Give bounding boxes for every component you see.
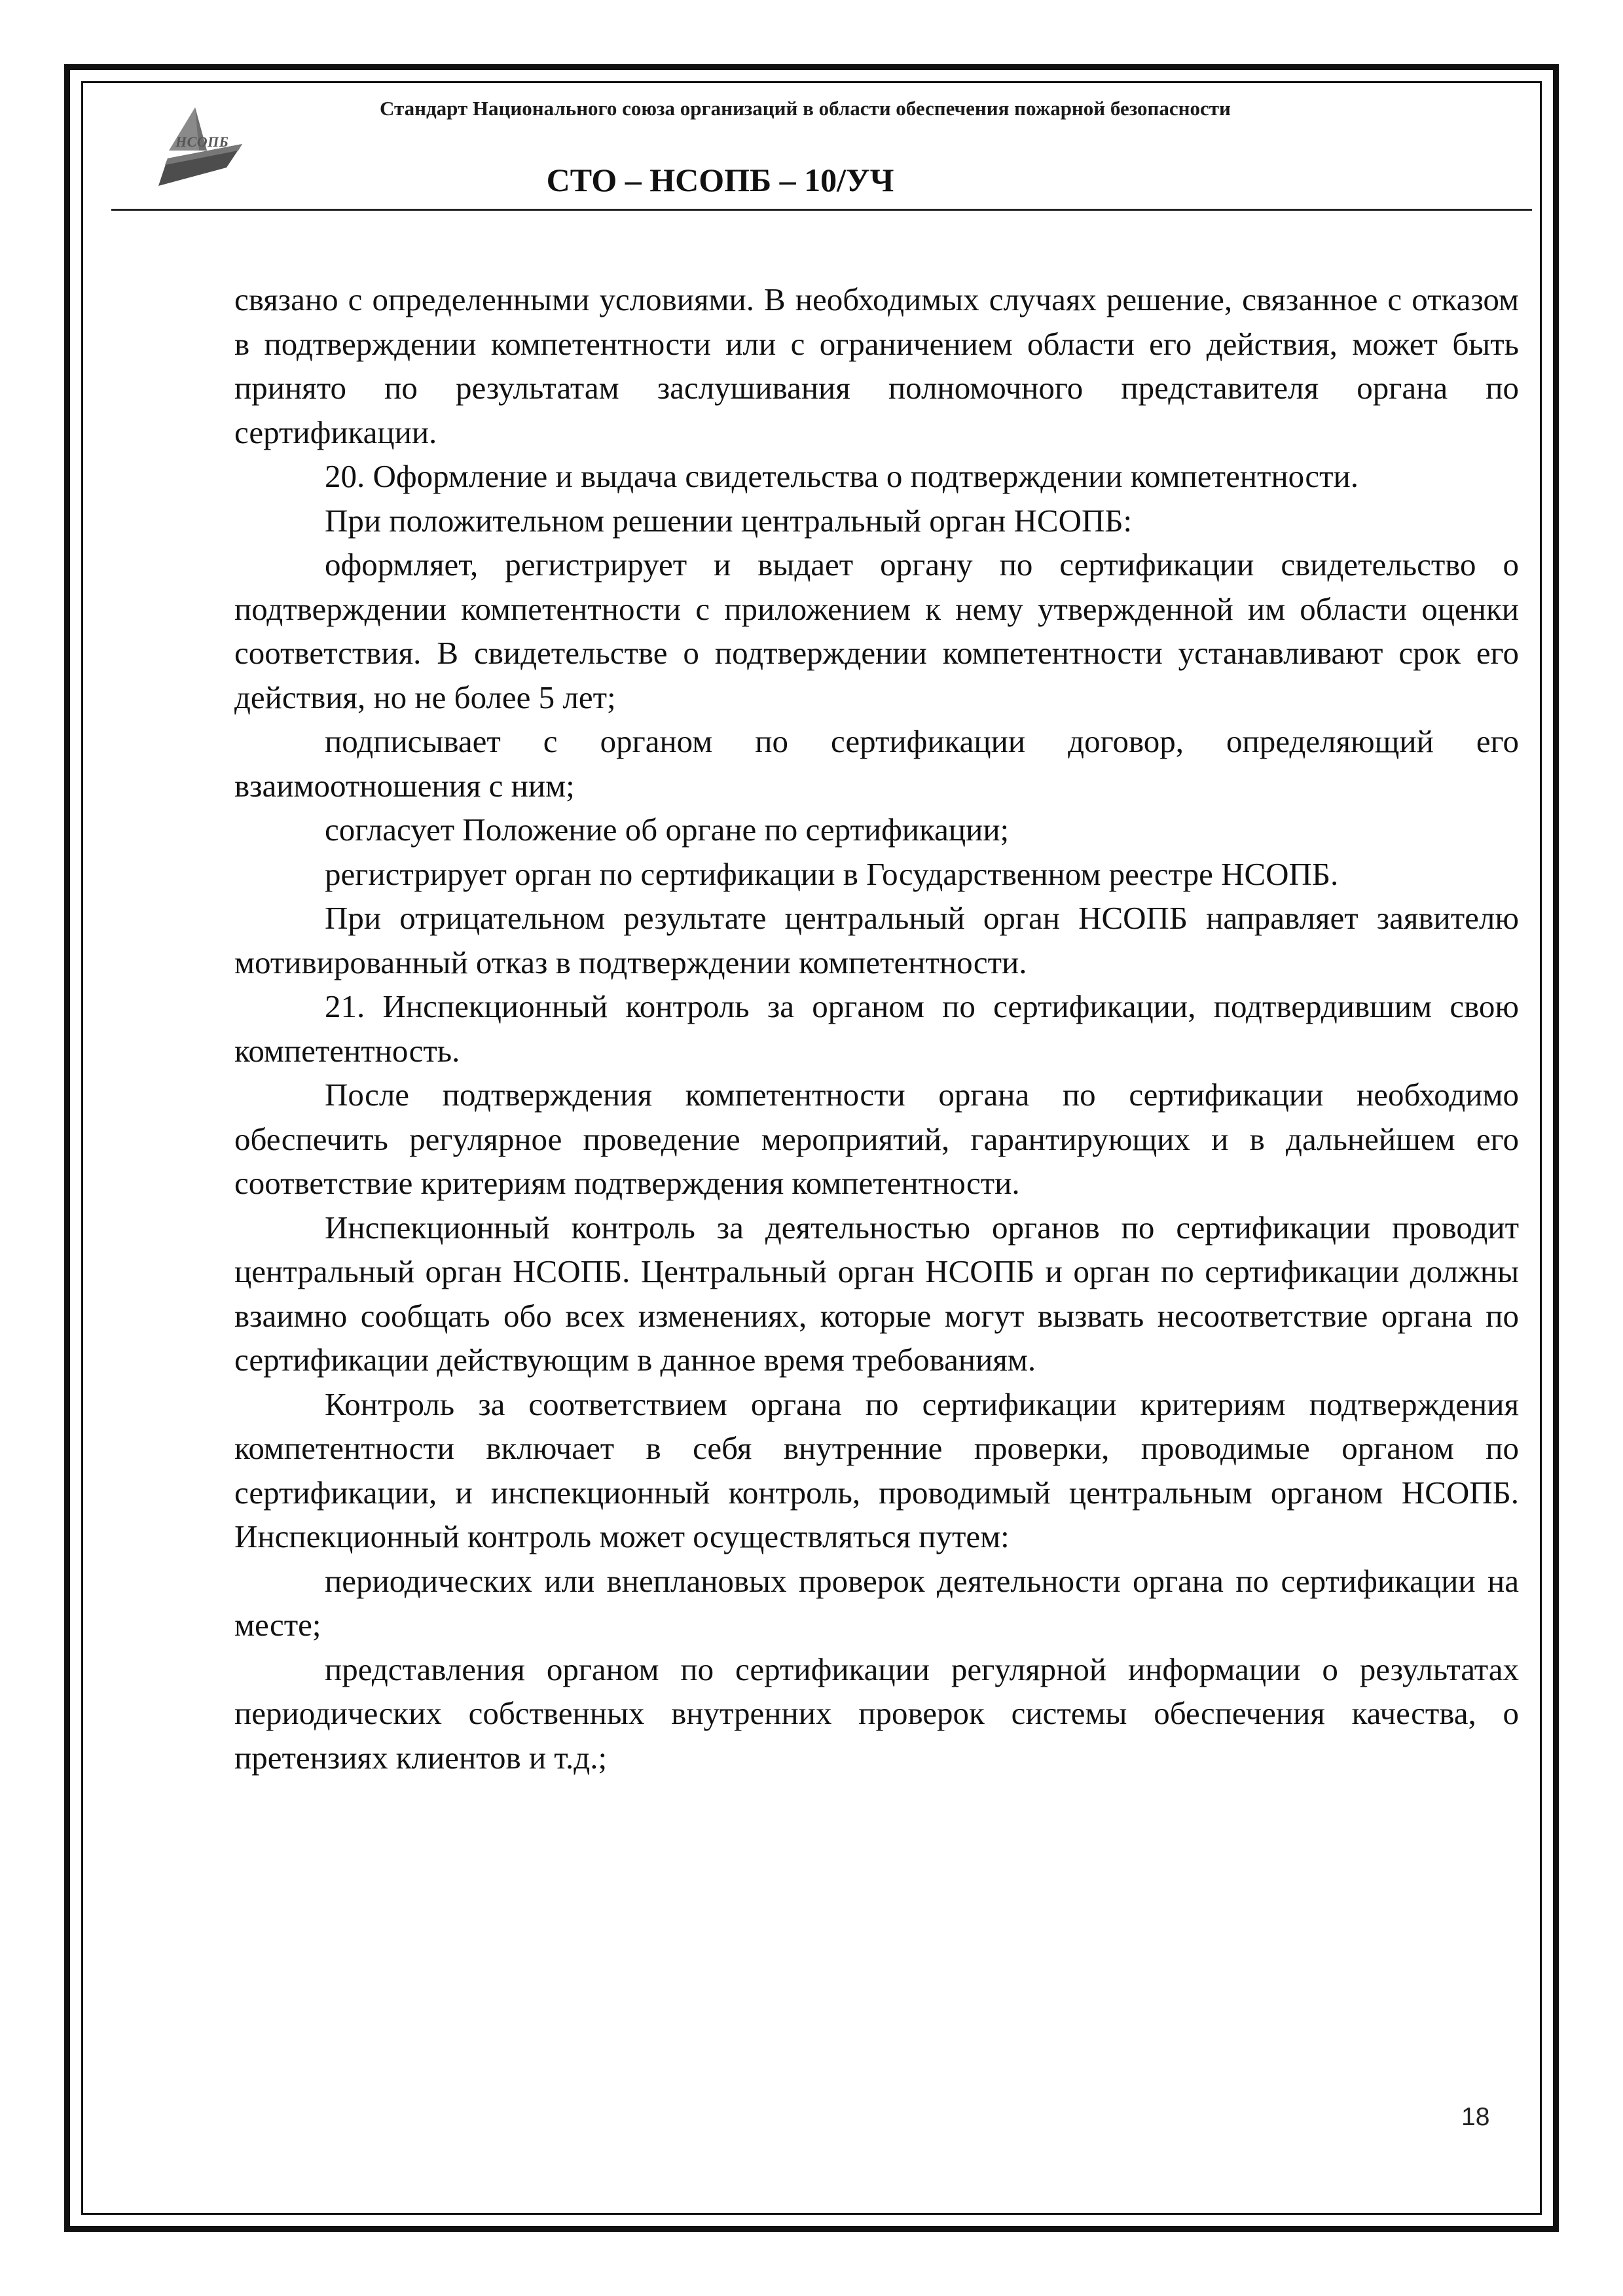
- list-item: периодических или внеплановых проверок деятельности органа по сертификации на месте;: [234, 1562, 1519, 1643]
- list-item: оформляет, регистрирует и выдает органу по сертификации свидетельство о подтверждении компетентности с приложением к нему утвержденной им области оценки соответствия. В свидетельстве о подтверждении компетентности устанавливают срок его действия, но не более 5 лет;: [234, 547, 1519, 715]
- section-heading-20: 20. Оформление и выдача свидетельства о подтверждении компетентности.: [325, 458, 1359, 494]
- list-item: согласует Положение об органе по сертификации;: [325, 812, 1010, 848]
- page-number: 18: [1461, 2103, 1490, 2131]
- document-body: [234, 278, 1519, 1780]
- paragraph: При положительном решении центральный орган НСОПБ:: [325, 502, 1133, 539]
- list-item: регистрирует орган по сертификации в Государственном реестре НСОПБ.: [325, 855, 1339, 892]
- section-heading-21: 21. Инспекционный контроль за органом по сертификации, подтвердившим свою компетентность.: [234, 988, 1519, 1069]
- paragraph: После подтверждения компетентности органа по сертификации необходимо обеспечить регулярное проведение мероприятий, гарантирующих и в дальнейшем его соответствие критериям подтверждения компетентности.: [234, 1077, 1519, 1201]
- header-divider: [111, 209, 1532, 211]
- paragraph: Инспекционный контроль за деятельностью органов по сертификации проводит центральный орган НСОПБ. Центральный орган НСОПБ и орган по сертификации должны взаимно сообщать обо всех изменениях, которые могут вызвать несоответствие органа по сертификации действующим в данное время требованиям.: [234, 1209, 1519, 1378]
- nsopb-logo: [156, 105, 246, 188]
- list-item: представления органом по сертификации регулярной информации о результатах периодических собственных внутренних проверок системы обеспечения качества, о претензиях клиентов и т.д.;: [234, 1651, 1519, 1776]
- paragraph: Контроль за соответствием органа по сертификации критериям подтверждения компетентности включает в себя внутренние проверки, проводимые органом по сертификации, и инспекционный контроль, проводимый центральным органом НСОПБ. Инспекционный контроль может осуществляться путем:: [234, 1386, 1519, 1554]
- document-code: СТО – НСОПБ – 10/УЧ: [546, 162, 894, 198]
- logo-text: НСОПБ: [175, 134, 229, 150]
- standard-title: Стандарт Национального союза организаций в области обеспечения пожарной безопасности: [380, 97, 1231, 120]
- list-item: подписывает с органом по сертификации договор, определяющий его взаимоотношения с ним;: [234, 723, 1519, 804]
- paragraph: связано с определенными условиями. В необходимых случаях решение, связанное с отказом в подтверждении компетентности или с ограничением области его действия, может быть принято по результатам заслушивания полномочного представителя органа по сертификации.: [234, 281, 1519, 450]
- paragraph: При отрицательном результате центральный орган НСОПБ направляет заявителю мотивированный отказ в подтверждении компетентности.: [234, 900, 1519, 980]
